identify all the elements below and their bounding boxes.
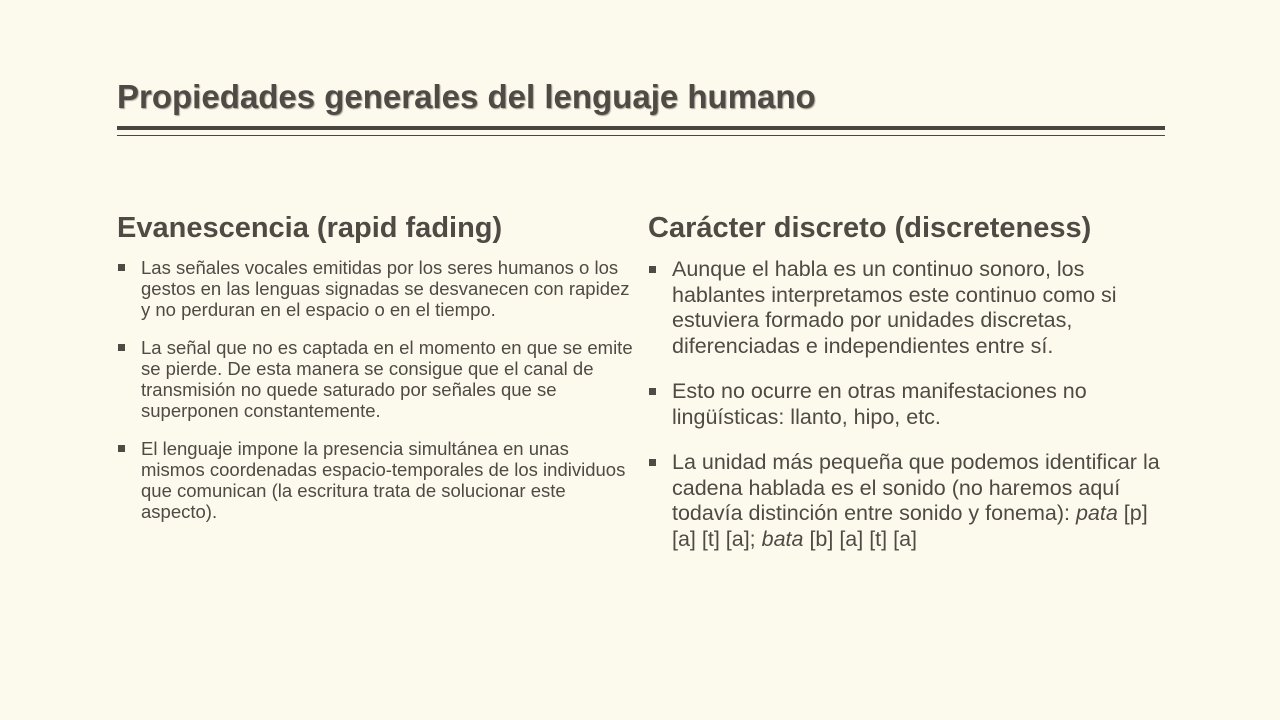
example-word-pata: pata: [1075, 501, 1118, 525]
right-item3-text-a: La unidad más pequeña que podemos identificar la cadena hablada es el sonido (no haremos aquí todavía distinción entre sonido y fonema):: [672, 450, 1160, 525]
title-rule-thin: [117, 135, 1165, 136]
right-item3-text-c: [b] [a] [t] [a]: [803, 526, 918, 551]
right-bullet-text: [672, 450, 1160, 551]
example-word-bata: bata: [761, 526, 804, 551]
left-bullet-text: El lenguaje impone la presencia simultánea en unas mismos coordenadas espacio-temporales de los individuos que comunican (la escritura trata de solucionar este aspecto).: [141, 438, 626, 522]
square-bullet-icon: [649, 459, 656, 466]
left-bullet-item: [117, 438, 637, 522]
square-bullet-icon: [649, 266, 656, 273]
square-bullet-icon: [649, 388, 656, 395]
square-bullet-icon: [118, 264, 125, 271]
left-bullet-item: [117, 257, 637, 320]
left-heading: Evanescencia (rapid fading): [117, 212, 503, 244]
left-bullet-item: [117, 337, 637, 421]
right-bullet-list: [648, 257, 1168, 552]
title-rule-thick: [117, 126, 1165, 130]
left-column: [117, 212, 637, 539]
left-bullet-text: Las señales vocales emitidas por los seres humanos o los gestos en las lenguas signadas se desvanecen con rapidez y no perduran en el espacio o en el tiempo.: [141, 257, 630, 320]
right-item3-text-b: [p] [a] [t] [a];: [672, 501, 1148, 551]
square-bullet-icon: [118, 344, 125, 351]
slide-title: Propiedades generales del lenguaje humano: [117, 78, 816, 115]
square-bullet-icon: [118, 445, 125, 452]
right-bullet-item: [648, 379, 1168, 430]
right-bullet-item: [648, 450, 1168, 552]
right-bullet-text: Aunque el habla es un continuo sonoro, los hablantes interpretamos este continuo como si estuviera formado por unidades discretas, diferenciadas e independientes entre sí.: [672, 257, 1117, 358]
right-bullet-text: Esto no ocurre en otras manifestaciones no lingüísticas: llanto, hipo, etc.: [672, 379, 1087, 429]
left-bullet-list: [117, 257, 637, 522]
right-column: [648, 212, 1168, 572]
right-bullet-item: [648, 257, 1168, 359]
right-heading: Carácter discreto (discreteness): [648, 212, 1092, 244]
left-bullet-text: La señal que no es captada en el momento en que se emite se pierde. De esta manera se consigue que el canal de transmisión no quede saturado por señales que se superponen constantemente.: [141, 337, 633, 421]
